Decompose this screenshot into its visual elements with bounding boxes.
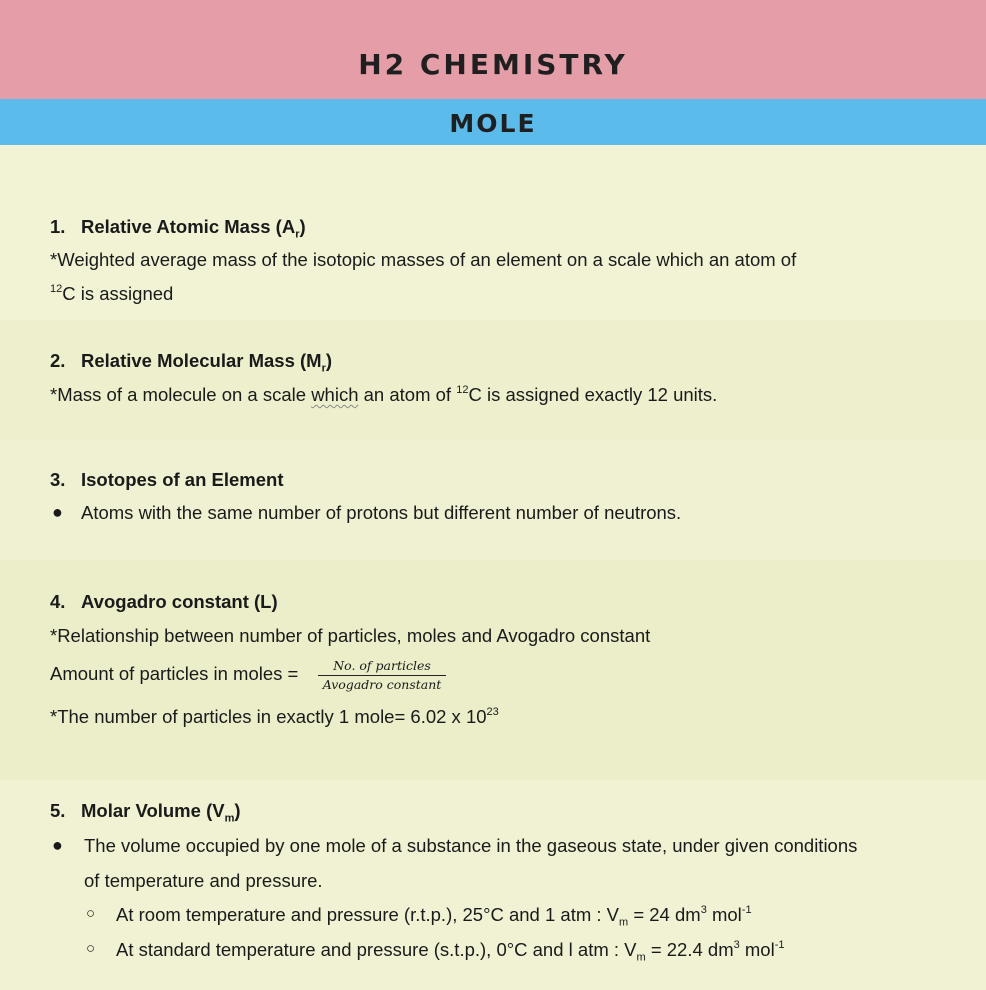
fraction-bar — [318, 675, 446, 676]
rtp-text: At room temperature and pressure (r.t.p.), 25°C and 1 atm : V — [116, 904, 620, 925]
rtp-dm-exponent: 3 — [700, 903, 707, 916]
section-3-number: 3. — [50, 469, 66, 490]
stp-molar-volume — [116, 938, 785, 964]
section-2-title-end: ) — [325, 350, 333, 371]
rtp-molar-volume — [116, 903, 752, 929]
section-4-number: 4. — [50, 591, 66, 612]
stp-dm-exponent: 3 — [733, 938, 740, 951]
section-1-definition-end: C is assigned — [62, 283, 174, 304]
section-2-heading — [50, 350, 333, 375]
section-2-number: 2. — [50, 350, 66, 371]
hollow-bullet-icon: ○ — [86, 905, 96, 922]
section-1-definition-cont — [50, 283, 173, 305]
section-5-bullet-line-2: of temperature and pressure. — [84, 870, 323, 891]
section-3-heading — [50, 469, 284, 491]
section-2-text-b: an atom of — [358, 384, 457, 405]
page-title: H2 CHEMISTRY — [358, 48, 628, 81]
carbon-12-superscript-2: 12 — [456, 383, 469, 396]
bullet-dot-icon: ● — [52, 502, 63, 522]
section-1-title: Relative Atomic Mass (A — [81, 216, 296, 237]
section-2-title: Relative Molecular Mass (M — [81, 350, 322, 371]
rtp-value: = 24 dm — [628, 904, 701, 925]
header-banner — [0, 0, 986, 99]
section-band-2 — [0, 320, 986, 440]
section-1-number: 1. — [50, 216, 66, 237]
section-2-text-c: C is assigned exactly 12 units. — [468, 384, 718, 405]
section-3-title: Isotopes of an Element — [81, 469, 284, 490]
section-3-bullet-text: Atoms with the same number of protons but different number of neutrons. — [81, 502, 682, 523]
stp-mol-exponent: -1 — [774, 938, 785, 951]
stp-mol: mol — [739, 939, 775, 960]
section-band-3 — [0, 440, 986, 560]
page-subtitle: MOLE — [449, 109, 537, 138]
section-4-avogadro-value — [50, 706, 499, 728]
formula-numerator: No. of particles — [333, 658, 431, 673]
section-5-title-subscript: m — [224, 812, 235, 825]
section-5-title-end: ) — [234, 800, 241, 821]
hollow-bullet-icon: ○ — [86, 940, 96, 957]
section-5-number: 5. — [50, 800, 66, 821]
stp-value: = 22.4 dm — [645, 939, 734, 960]
section-1-definition: *Weighted average mass of the isotopic masses of an element on a scale which an atom of — [50, 249, 797, 270]
section-2-definition — [50, 384, 717, 406]
spellcheck-word: which — [311, 384, 359, 405]
avogadro-exponent: 23 — [486, 705, 499, 718]
rtp-mol: mol — [706, 904, 742, 925]
formula-lhs: Amount of particles in moles = — [50, 663, 299, 684]
section-5-title: Molar Volume (V — [81, 800, 225, 821]
subheader-banner — [0, 99, 986, 145]
section-4-title: Avogadro constant (L) — [81, 591, 278, 612]
avogadro-text: *The number of particles in exactly 1 mole= 6.02 x 10 — [50, 706, 487, 727]
stp-vm-subscript: m — [636, 951, 646, 964]
rtp-vm-subscript: m — [619, 916, 629, 929]
bullet-dot-icon: ● — [52, 835, 63, 855]
rtp-mol-exponent: -1 — [741, 903, 752, 916]
section-4-definition: *Relationship between number of particles, moles and Avogadro constant — [50, 625, 651, 646]
section-5-heading — [50, 800, 241, 825]
section-2-title-subscript: r — [321, 362, 326, 375]
section-1-title-subscript: r — [295, 228, 300, 241]
section-1-title-end: ) — [299, 216, 306, 237]
section-2-text-a: *Mass of a molecule on a scale — [50, 384, 312, 405]
stp-text: At standard temperature and pressure (s.t.p.), 0°C and l atm : V — [116, 939, 637, 960]
section-1-heading — [50, 216, 306, 241]
section-4-heading — [50, 591, 278, 613]
section-5-bullet-line-1: The volume occupied by one mole of a substance in the gaseous state, under given conditions — [84, 835, 858, 856]
carbon-12-superscript: 12 — [50, 282, 63, 295]
formula-denominator: Avogadro constant — [322, 677, 442, 692]
